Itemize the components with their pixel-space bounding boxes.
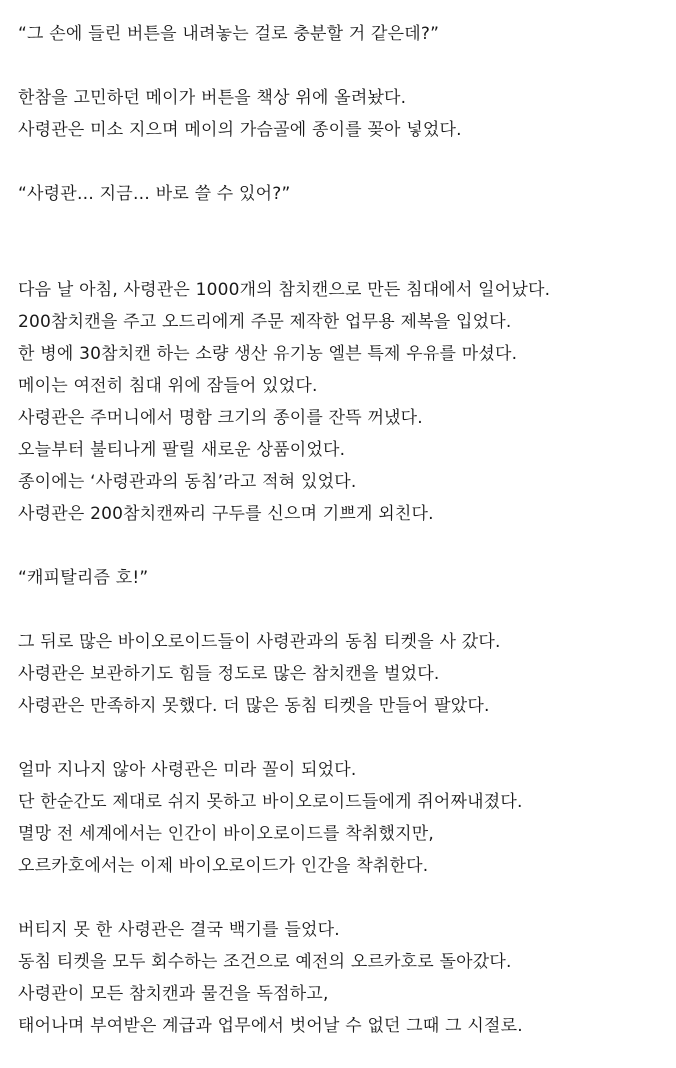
text-line: 사령관은 200참치캔짜리 구두를 신으며 기쁘게 외친다. [18,504,434,524]
text-line: 한 병에 30참치캔 하는 소량 생산 유기농 엘븐 특제 우유를 마셨다. [18,344,518,364]
text-line: 200참치캔을 주고 오드리에게 주문 제작한 업무용 제복을 입었다. [18,312,512,332]
text-line: 버티지 못 한 사령관은 결국 백기를 들었다. [18,920,340,940]
text-line: 오늘부터 불티나게 팔릴 새로운 상품이었다. [18,440,346,460]
paragraph-2 [18,82,668,146]
dialogue-line: “캐피탈리즘 호!” [18,568,149,588]
story-text [18,18,668,1042]
text-line: 멸망 전 세계에서는 인간이 바이오로이드를 착취했지만, [18,824,434,844]
dialogue-line: “사령관… 지금… 바로 쓸 수 있어?” [18,184,291,204]
paragraph-5 [18,562,668,594]
paragraph-4 [18,274,668,530]
paragraph-1 [18,18,668,50]
text-line: 사령관은 주머니에서 명함 크기의 종이를 잔뜩 꺼냈다. [18,408,423,428]
text-line: 사령관은 미소 지으며 메이의 가슴골에 종이를 꽂아 넣었다. [18,120,462,140]
text-line: 그 뒤로 많은 바이오로이드들이 사령관과의 동침 티켓을 사 갔다. [18,632,501,652]
text-line: 사령관이 모든 참치캔과 물건을 독점하고, [18,984,329,1004]
text-line: 사령관은 만족하지 못했다. 더 많은 동침 티켓을 만들어 팔았다. [18,696,490,716]
text-line: 얼마 지나지 않아 사령관은 미라 꼴이 되었다. [18,760,357,780]
text-line: 다음 날 아침, 사령관은 1000개의 참치캔으로 만든 침대에서 일어났다. [18,280,551,300]
paragraph-7 [18,754,668,882]
text-line: 태어나며 부여받은 계급과 업무에서 벗어날 수 없던 그때 그 시절로. [18,1016,523,1036]
paragraph-6 [18,626,668,722]
paragraph-3 [18,178,668,210]
text-line: 단 한순간도 제대로 쉬지 못하고 바이오로이드들에게 쥐어짜내졌다. [18,792,523,812]
text-line: 동침 티켓을 모두 회수하는 조건으로 예전의 오르카호로 돌아갔다. [18,952,512,972]
text-line: 종이에는 ‘사령관과의 동침’라고 적혀 있었다. [18,472,357,492]
paragraph-8 [18,914,668,1042]
text-line: 사령관은 보관하기도 힘들 정도로 많은 참치캔을 벌었다. [18,664,440,684]
text-line: 한참을 고민하던 메이가 버튼을 책상 위에 올려놨다. [18,88,407,108]
text-line: 메이는 여전히 침대 위에 잠들어 있었다. [18,376,318,396]
text-line: 오르카호에서는 이제 바이오로이드가 인간을 착취한다. [18,856,429,876]
dialogue-line: “그 손에 들린 버튼을 내려놓는 걸로 충분할 거 같은데?” [18,24,440,44]
